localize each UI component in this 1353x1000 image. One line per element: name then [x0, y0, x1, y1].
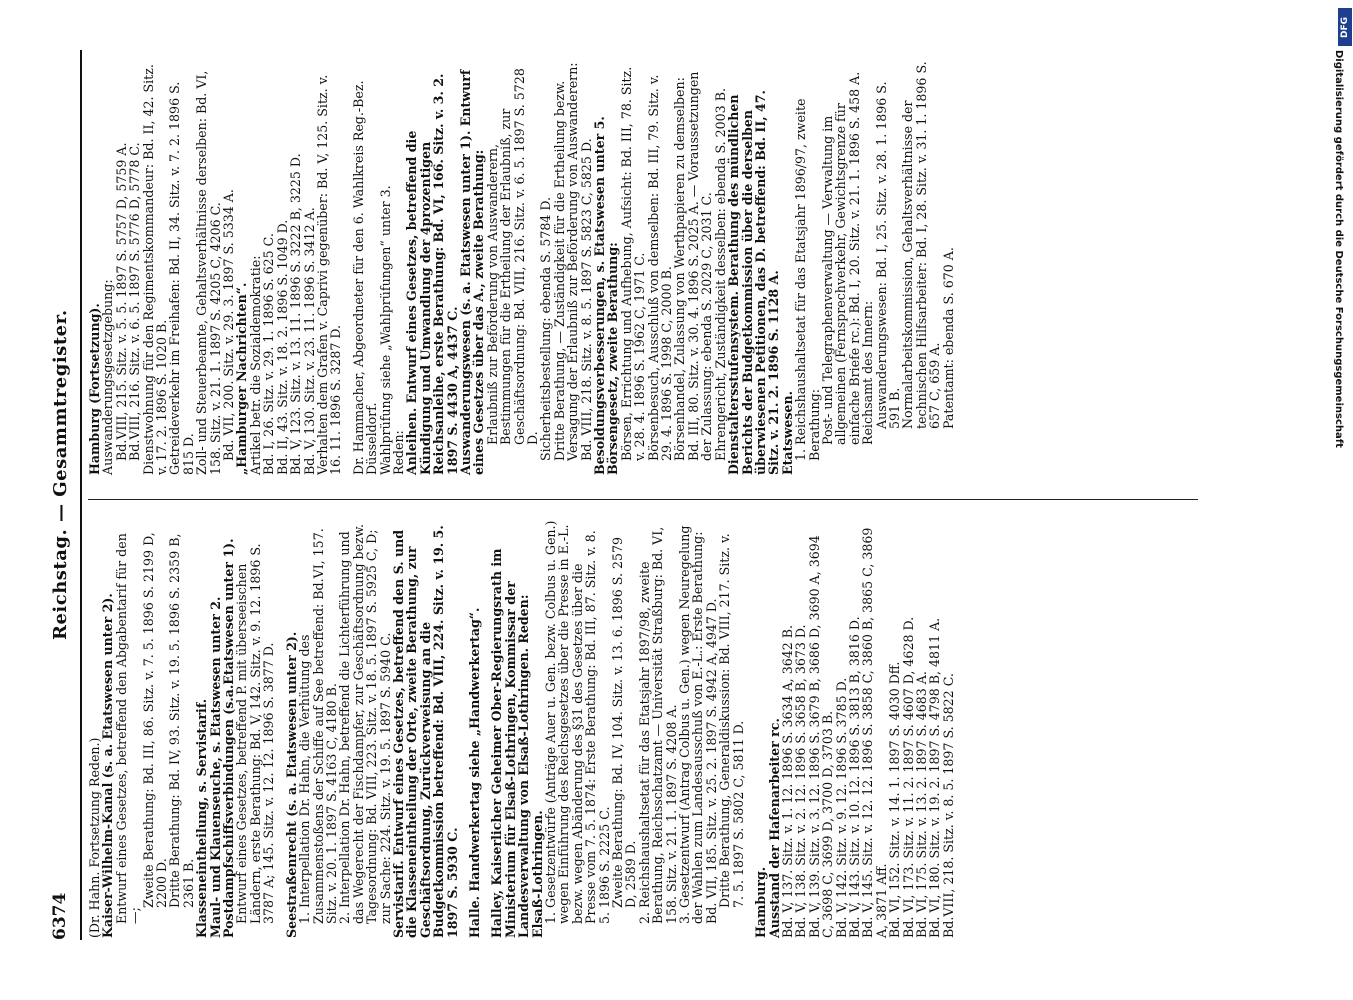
index-entry: Bd. VII, 200. Sitz. v. 29. 3. 1897 S. 5334 A.	[221, 189, 237, 461]
index-entry: Bd.VIII, 218. Sitz. v. 8. 5. 1897 S. 5822 C.	[940, 673, 956, 938]
index-entry: 1. Gesetzentwürfe (Anträge Auer u. Gen. bezw. Colbus u. Gen.) wegen Einführung des Reichsgesetzes über die Presse in E.-L. bezw. wegen Abänderung des §31 des Gesetzes über die Presse vom 7. 5. 1874: Erste Berathung: Bd. III, 87. Sitz. v. 8. 5. 1896 S. 2225 C.	[543, 516, 612, 924]
index-entry: Hamburg (Fortsetzung).	[87, 303, 102, 475]
left-column	[87, 516, 956, 938]
index-entry: Patentamt: ebenda S. 670 A.	[940, 247, 956, 429]
index-entry: Börsenbesuch, Ausschluß von demselben: Bd. III, 79. Sitz. v. 29. 4. 1896 S. 1998 C, 2000 B.	[645, 70, 675, 461]
index-entry: Bd. V, 130. Sitz. v. 23. 11. 1896 S. 3412 A.	[301, 207, 317, 475]
index-entry: „Hamburger Nachrichten“.	[234, 282, 250, 475]
index-entry: Bd. V, 143. Sitz. v. 10. 12. 1896 S. 3813 B, 3816 D.	[846, 616, 862, 938]
index-entry: Verhalten dem Grafen v. Caprivi gegenüber: Bd. V, 125. Sitz. v. 16. 11. 1896 S. 3287 D.	[314, 70, 344, 475]
right-column	[88, 57, 955, 475]
index-entry: Börsenhandel, Zulassung von Werthpapieren zu demselben: Bd. III, 80. Sitz. v. 30. 4. 1896 S. 2025 A. — Voraussetzungen der Zulassung: ebenda S. 2029 C, 2031 C.	[672, 67, 715, 461]
index-entry: Reden:	[390, 430, 406, 475]
index-entry: Servistarif. Entwurf eines Gesetzes, betreffend den S. und die Klasseneintheilung der Orte, zweite Berathung, zur Geschäftsordnung, Zurückverweisung an die Budgetkommission betreffend: Bd. VIII, 224. Sitz. v. 19. 5. 1897 S. 5930 C.	[390, 520, 460, 938]
page-number: 6374	[50, 892, 70, 940]
index-entry: 3. Gesetzentwurf (Antrag Colbus u. Gen.) wegen Neuregelung der Wahlen zum Landesausschuß von E.-L.: Erste Berathung: Bd. VII, 185. Sitz. v. 25. 2. 1897 S. 4942 A, 4947 D.	[677, 521, 719, 924]
header-rule	[80, 50, 82, 940]
index-entry: Bd.VIII, 215. Sitz. v. 5. 5. 1897 S. 5757 D, 5759 A.	[113, 142, 129, 461]
index-entry: Getreideverkehr im Freihafen: Bd. II, 34. Sitz. v. 7. 2. 1896 S. 815 D.	[167, 77, 196, 475]
index-entry: 2. Interpellation Dr. Hahn, betreffend die Lichterführung und das Wegerecht der Fischdampfer, zur Geschäftsordnung bezw. Tagesordnung: Bd. VIII, 223. Sitz. v. 18. 5. 1897 S. 5925 C, D; zur Sache: 224. Sitz. v. 19. 5. 1897 S. 5940 C.	[337, 519, 393, 924]
running-head: Reichstag. — Gesammtregister.	[50, 309, 71, 640]
index-entry: Bd. V, 138. Sitz. v. 2. 12. 1896 S. 3658 B, 3673 D.	[793, 624, 809, 938]
index-entry: Zweite Berathung: Bd. III, 86. Sitz. v. 7. 5. 1896 S. 2199 D, 2200 D.	[140, 528, 170, 908]
index-entry: Dritte Berathung, — Zuständigkeit für die Ertheilung bezw. Versagung der Erlaubniß zur Beförderung von Auswanderern: Bd. VIII, 218. Sitz. v. 8. 5. 1897 S. 5823 C, 5825 D.	[551, 58, 594, 461]
index-entry: Entwurf eines Gesetzes, betreffend P. mit überseeischen Ländern, erste Berathung: Bd. V, 142. Sitz. v. 9. 12. 1896 S. 3787 A; 145. Sitz. v. 12. 12. 1896 S. 3877 D.	[234, 539, 277, 924]
index-entry: Post- und Telegraphenverwaltung — Verwaltung im allgemeinen (Fernsprechverkehr, Gewichtsgrenze für einfache Briefe rc.): Bd. I, 20. Sitz. v. 21. 1. 1896 S. 458 A.	[819, 71, 862, 445]
index-entry: Klasseneintheilung, s. Servistarif.	[194, 698, 210, 938]
index-entry: 1. Reichshaushaltsetat für das Etatsjahr 1896/97, zweite Berathung:	[793, 94, 822, 461]
index-entry: Bd. V, 145. Sitz. v. 12. 12. 1896 S. 3858 C, 3860 B, 3865 C, 3869 A, 3871 Aff.	[860, 523, 889, 938]
index-entry: Wahlprüfung siehe „Wahlprüfungen“ unter 3.	[377, 185, 393, 475]
index-entry: Hamburg.	[753, 866, 769, 938]
index-entry: Bd. I, 26. Sitz. v. 29. 1. 1896 S. 625 C.	[261, 233, 277, 475]
index-entry: Normalarbeitskommission, Gehaltsverhältnisse der technischen Hilfsarbeiter: Bd. I, 28. Sitz. v. 31. 1. 1896 S. 657 C, 659 A.	[900, 57, 943, 429]
index-entry: Dienstwohnung für den Regimentskommandeur: Bd. II, 42. Sitz. v. 17. 2. 1896 S. 1020 B.	[140, 60, 170, 475]
index-entry: Etatswesen.	[779, 391, 795, 475]
dfg-logo	[1338, 8, 1352, 46]
index-entry: 1. Interpellation Dr. Hahn, die Verhütung des Zusammenstoßens der Schiffe auf See betreffend: Bd.VI, 157. Sitz. v. 20. 1. 1897 S. 4163 C, 4180 B.	[297, 524, 339, 924]
index-entry: Besoldungsverbesserungen, s. Etatswesen unter 5.	[592, 116, 608, 475]
dfg-logo-text: DFG	[1340, 16, 1350, 38]
index-entry: Bd. VI, 152. Sitz. v. 14. 1. 1897 S. 4030 Dff.	[887, 661, 903, 938]
index-entry: Dritte Berathung: Bd. IV, 93. Sitz. v. 19. 5. 1896 S. 2359 B, 2361 B.	[167, 529, 196, 908]
index-entry: Dienstaltersstufensystem. Berathung des mündlichen Berichts der Budgetkommission über die derselben überwiesenen Petitionen, das D. betreffend: Bd. II, 47. Sitz. v. 21. 2. 1896 S. 1128 A.	[726, 85, 782, 475]
index-entry: Bd. II, 43. Sitz. v. 18. 2. 1896 S. 1049 D.	[274, 219, 290, 475]
index-entry: Halle. Handwerkertag siehe „Handwerkertag“.	[466, 607, 482, 938]
index-entry: Dritte Berathung, Generaldiskussion: Bd. VIII, 217. Sitz. v. 7. 5. 1897 S. 5802 C, 5811 D.	[717, 529, 746, 908]
index-entry: Entwurf eines Gesetzes, betreffend den Abgabentarif für den —;	[113, 529, 143, 924]
index-entry: Bd.VIII, 216. Sitz. v. 6. 5. 1897 S. 5776 D, 5778 C.	[127, 142, 143, 461]
digitization-credit: Digitalisierung gefördert durch die Deutsche Forschungsgemeinschaft	[1333, 50, 1344, 448]
index-entry: Börsen, Errichtung und Aufhebung, Aufsicht: Bd. III, 78. Sitz. v. 28. 4. 1896 S. 1962 C, 1971 C.	[618, 62, 648, 461]
index-entry: Bd. V, 123. Sitz. v. 13. 11. 1896 S. 3222 B, 3225 D.	[288, 153, 304, 475]
index-entry: Elsaß-Lothringen.	[529, 810, 545, 938]
column-divider	[88, 499, 1198, 500]
index-entry: Bd. VI, 175. Sitz. v. 13. 2. 1897 S. 4683 A.	[913, 671, 929, 938]
index-entry: Bd. VI, 180. Sitz. v. 19. 2. 1897 S. 4798 B, 4811 A.	[927, 617, 943, 938]
page-header	[50, 50, 74, 940]
index-entry: Maul- und Klauenseuche, s. Etatswesen unter 2.	[207, 596, 223, 938]
index-entry: Zoll- und Steuerbeamte, Gehaltsverhältnisse derselben: Bd. VI, 158. Sitz. v. 21. 1. 1897 S. 4205 C, 4206 C.	[194, 66, 223, 475]
index-entry: Bd. VI, 173. Sitz. v. 11. 2. 1897 S. 4607 D, 4628 D.	[900, 616, 916, 938]
index-entry: Bd. V, 139. Sitz. v. 3. 12. 1896 S. 3679 B, 3686 D, 3690 A, 3694 C, 3698 C, 3699 D, 3700 D, 3703 B.	[806, 531, 836, 938]
index-entry: Artikel betr. die Sozialdemokratie:	[247, 255, 263, 475]
index-entry: Reichsamt des Innern:	[860, 300, 876, 445]
index-entry: 2. Reichshaushaltsetat für das Etatsjahr 1897/98, zweite Berathung, Reichsschatzamt — Universität Straßburg: Bd. VI, 158. Sitz. v. 21. 1. 1897 S. 4208 A.	[636, 522, 679, 924]
index-entry: Auswanderungswesen: Bd. I, 25. Sitz. v. 28. 1. 1896 S. 591 B.	[873, 77, 902, 429]
index-entry: Erlaubniß zur Beförderung von Auswanderern, Bestimmungen für die Ertheilung der Erlaubniß, zur Geschäftsordnung: Bd. VIII, 216. Sitz. v. 6. 5. 1897 S. 5728 D.	[484, 64, 540, 445]
index-entry: Anleihen. Entwurf eines Gesetzes, betreffend die Kündigung und Umwandlung der 4prozentigen Reichsanleihe, erste Berathung: Bd. VI, 166. Sitz. v. 3. 2. 1897 S. 4430 A, 4437 C.	[404, 69, 460, 475]
index-entry: Börsengesetz, zweite Berathung:	[605, 242, 621, 475]
index-entry: Bd. V, 137. Sitz. v. 1. 12. 1896 S. 3634 A, 3642 B.	[779, 624, 795, 938]
index-entry: Ehrengericht, Zuständigkeit desselben: ebenda S. 2003 B.	[712, 88, 728, 461]
index-entry: Auswanderungswesen (s. a. Etatswesen unter 1). Entwurf eines Gesetzes über das A., zweite Berathung:	[457, 65, 487, 475]
index-entry: Kaiser-Wilhelm-Kanal (s. a. Etatswesen unter 2).	[100, 593, 116, 938]
index-entry: (Dr. Hahn. Fortsetzung Reden.)	[87, 737, 102, 938]
index-entry: Postdampfschiffsverbindungen (s.a.Etatswesen unter 1).	[221, 538, 237, 938]
index-entry: Auswanderungsgesetzgebung:	[100, 279, 116, 475]
index-entry: Zweite Berathung: Bd. IV, 104. Sitz. v. 13. 6. 1896 S. 2579 D, 2589 D.	[610, 532, 639, 908]
index-entry: Halley, Kaiserlicher Geheimer Ober-Regierungsrath im Ministerium für Elsaß-Lothringen, Kommissar der Landesverwaltung von Elsaß-Lothringen. Reden:	[489, 544, 532, 938]
index-entry: Ausstand der Hafenarbeiter rc.	[766, 718, 782, 938]
index-entry: Sicherheitsbestellung: ebenda S. 5784 D.	[538, 196, 554, 461]
index-entry: Dr. Hammacher, Abgeordneter für den 6. Wahlkreis Reg.-Bez. Düsseldorf.	[350, 76, 380, 475]
index-entry: Seestraßenrecht (s. a. Etatswesen unter 2).	[283, 631, 299, 938]
index-entry: Bd. V, 142. Sitz. v. 9. 12. 1896 S. 3785 D.	[833, 677, 849, 938]
